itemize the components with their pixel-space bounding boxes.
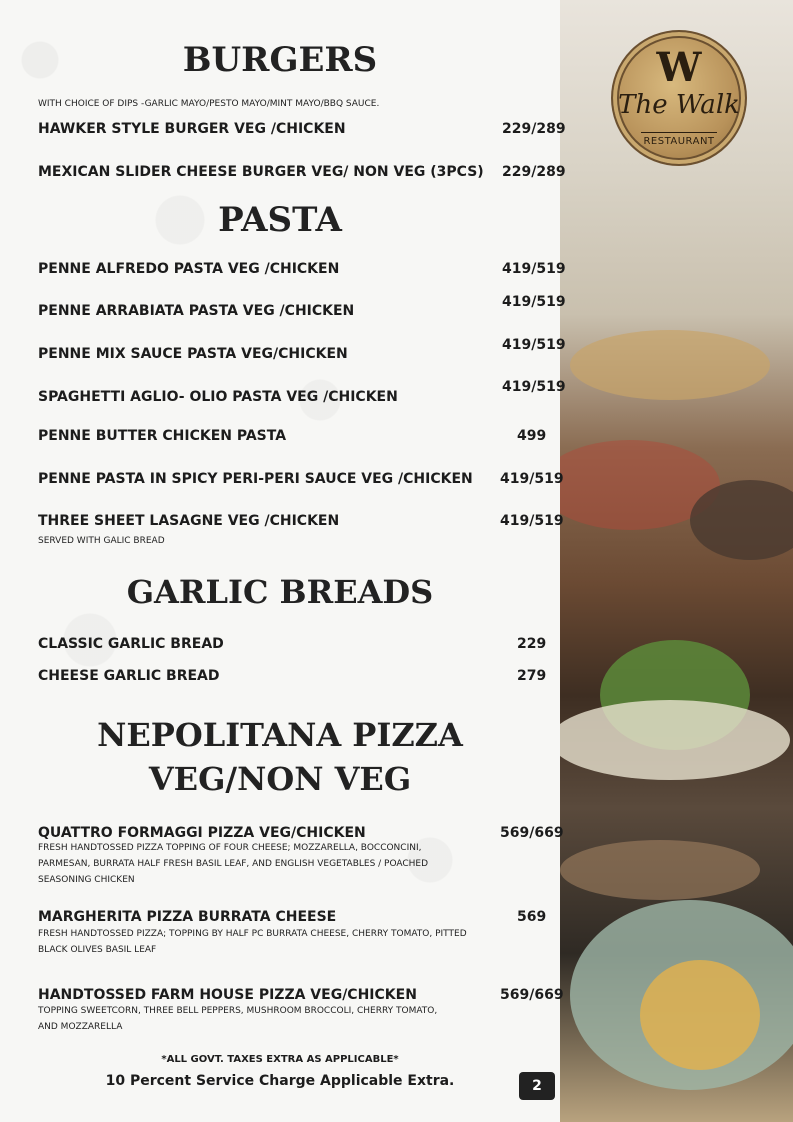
pasta-item: PENNE MIX SAUCE PASTA VEG/CHICKEN [38,346,348,362]
restaurant-logo [611,30,747,166]
tax-note: *ALL GOVT. TAXES EXTRA AS APPLICABLE* [161,1054,399,1065]
pizza-item: HANDTOSSED FARM HOUSE PIZZA VEG/CHICKEN [38,987,417,1003]
pasta-item: PENNE PASTA IN SPICY PERI-PERI SAUCE VEG /CHICKEN [38,471,473,487]
pasta-price: 419/519 [502,337,566,353]
pizza-price: 569/669 [500,987,564,1003]
pasta-price: 419/519 [502,294,566,310]
burger-item: MEXICAN SLIDER CHEESE BURGER VEG/ NON VEG (3PCS) [38,164,484,180]
pizza-price: 569 [517,909,547,925]
garlic-bread-price: 229 [517,636,547,652]
pasta-price: 419/519 [502,379,566,395]
pasta-item-description: SERVED WITH GALIC BREAD [38,536,165,546]
logo-letter: W [656,44,702,91]
pasta-item: SPAGHETTI AGLIO- OLIO PASTA VEG /CHICKEN [38,389,398,405]
pasta-price: 499 [517,428,547,444]
pasta-price: 419/519 [502,261,566,277]
pizza-item-description: FRESH HANDTOSSED PIZZA; TOPPING BY HALF PC BURRATA CHEESE, CHERRY TOMATO, PITTED BLACK OLIVES BASIL LEAF [38,929,467,955]
service-charge-note: 10 Percent Service Charge Applicable Extra. [105,1073,455,1089]
burgers-note: WITH CHOICE OF DIPS -GARLIC MAYO/PESTO MAYO/MINT MAYO/BBQ SAUCE. [38,99,380,109]
section-title-garlic-breads: GARLIC BREADS [126,573,434,611]
pizza-item-description: TOPPING SWEETCORN, THREE BELL PEPPERS, MUSHROOM BROCCOLI, CHERRY TOMATO, AND MOZZARELLA [38,1006,438,1032]
section-title-pizza-subtitle: VEG/NON VEG [148,760,412,798]
pizza-item: MARGHERITA PIZZA BURRATA CHEESE [38,909,337,925]
pizza-item: QUATTRO FORMAGGI PIZZA VEG/CHICKEN [38,825,366,841]
garlic-bread-item: CLASSIC GARLIC BREAD [38,636,224,652]
garlic-bread-price: 279 [517,668,547,684]
burger-price: 229/289 [502,164,566,180]
section-title-pasta: PASTA [218,200,342,240]
pasta-item: PENNE BUTTER CHICKEN PASTA [38,428,287,444]
section-title-burgers: BURGERS [182,40,378,80]
garlic-bread-item: CHEESE GARLIC BREAD [38,668,220,684]
pizza-item-description: FRESH HANDTOSSED PIZZA TOPPING OF FOUR CHEESE; MOZZARELLA, BOCCONCINI, PARMESAN, BURRATA HALF FRESH BASIL LEAF, AND ENGLISH VEGETABLES / POACHED SEASONING CHICKEN [38,843,429,885]
burger-price: 229/289 [502,121,566,137]
burger-item: HAWKER STYLE BURGER VEG /CHICKEN [38,121,346,137]
logo-subtitle: RESTAURANT [641,132,717,147]
page-number: 2 [519,1072,555,1100]
pasta-price: 419/519 [500,513,564,529]
logo-name: The Walk [618,90,740,120]
pasta-item: PENNE ARRABIATA PASTA VEG /CHICKEN [38,303,355,319]
pasta-item: PENNE ALFREDO PASTA VEG /CHICKEN [38,261,340,277]
pasta-item: THREE SHEET LASAGNE VEG /CHICKEN [38,513,340,529]
section-title-pizza: NEPOLITANA PIZZA [97,716,463,754]
food-photo [560,0,793,1122]
pasta-price: 419/519 [500,471,564,487]
pizza-price: 569/669 [500,825,564,841]
